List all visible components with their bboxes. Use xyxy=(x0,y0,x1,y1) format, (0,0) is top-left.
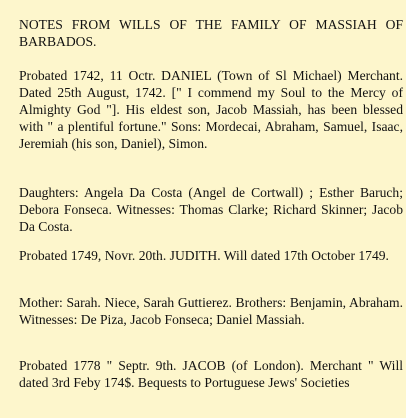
paragraph-daughters: Daughters: Angela Da Costa (Angel de Cortwall) ; Esther Baruch; Debora Fonseca. Witnesses: Thomas Clarke; Richard Skinner; Jacob Da Costa. xyxy=(19,185,403,234)
paragraph-mother: Mother: Sarah. Niece, Sarah Guttierez. Brothers: Benjamin, Abraham. Witnesses: De Piza, Jacob Fonseca; Daniel Massiah. xyxy=(19,295,403,327)
paragraph-judith-will: Probated 1749, Novr. 20th. JUDITH. Will dated 17th October 1749. xyxy=(19,248,389,263)
paragraph-daniel-will: Probated 1742, 11 Octr. DANIEL (Town of Sl Michael) Merchant. Dated 25th August, 1742. [" I commend my Soul to the Mercy of Almighty God "]. His eldest son, Jacob Massiah, has been blessed with " a plentiful fortune." Sons: Mordecai, Abraham, Samuel, Isaac, Jeremiah (his son, Daniel), Simon. xyxy=(19,68,403,151)
document-title: NOTES FROM WILLS OF THE FAMILY OF MASSIAH OF BARBADOS. xyxy=(19,17,403,49)
paragraph-jacob-will: Probated 1778 " Septr. 9th. JACOB (of London). Merchant " Will dated 3rd Feby 174$. Bequests to Portuguese Jews' Societies xyxy=(19,358,403,390)
